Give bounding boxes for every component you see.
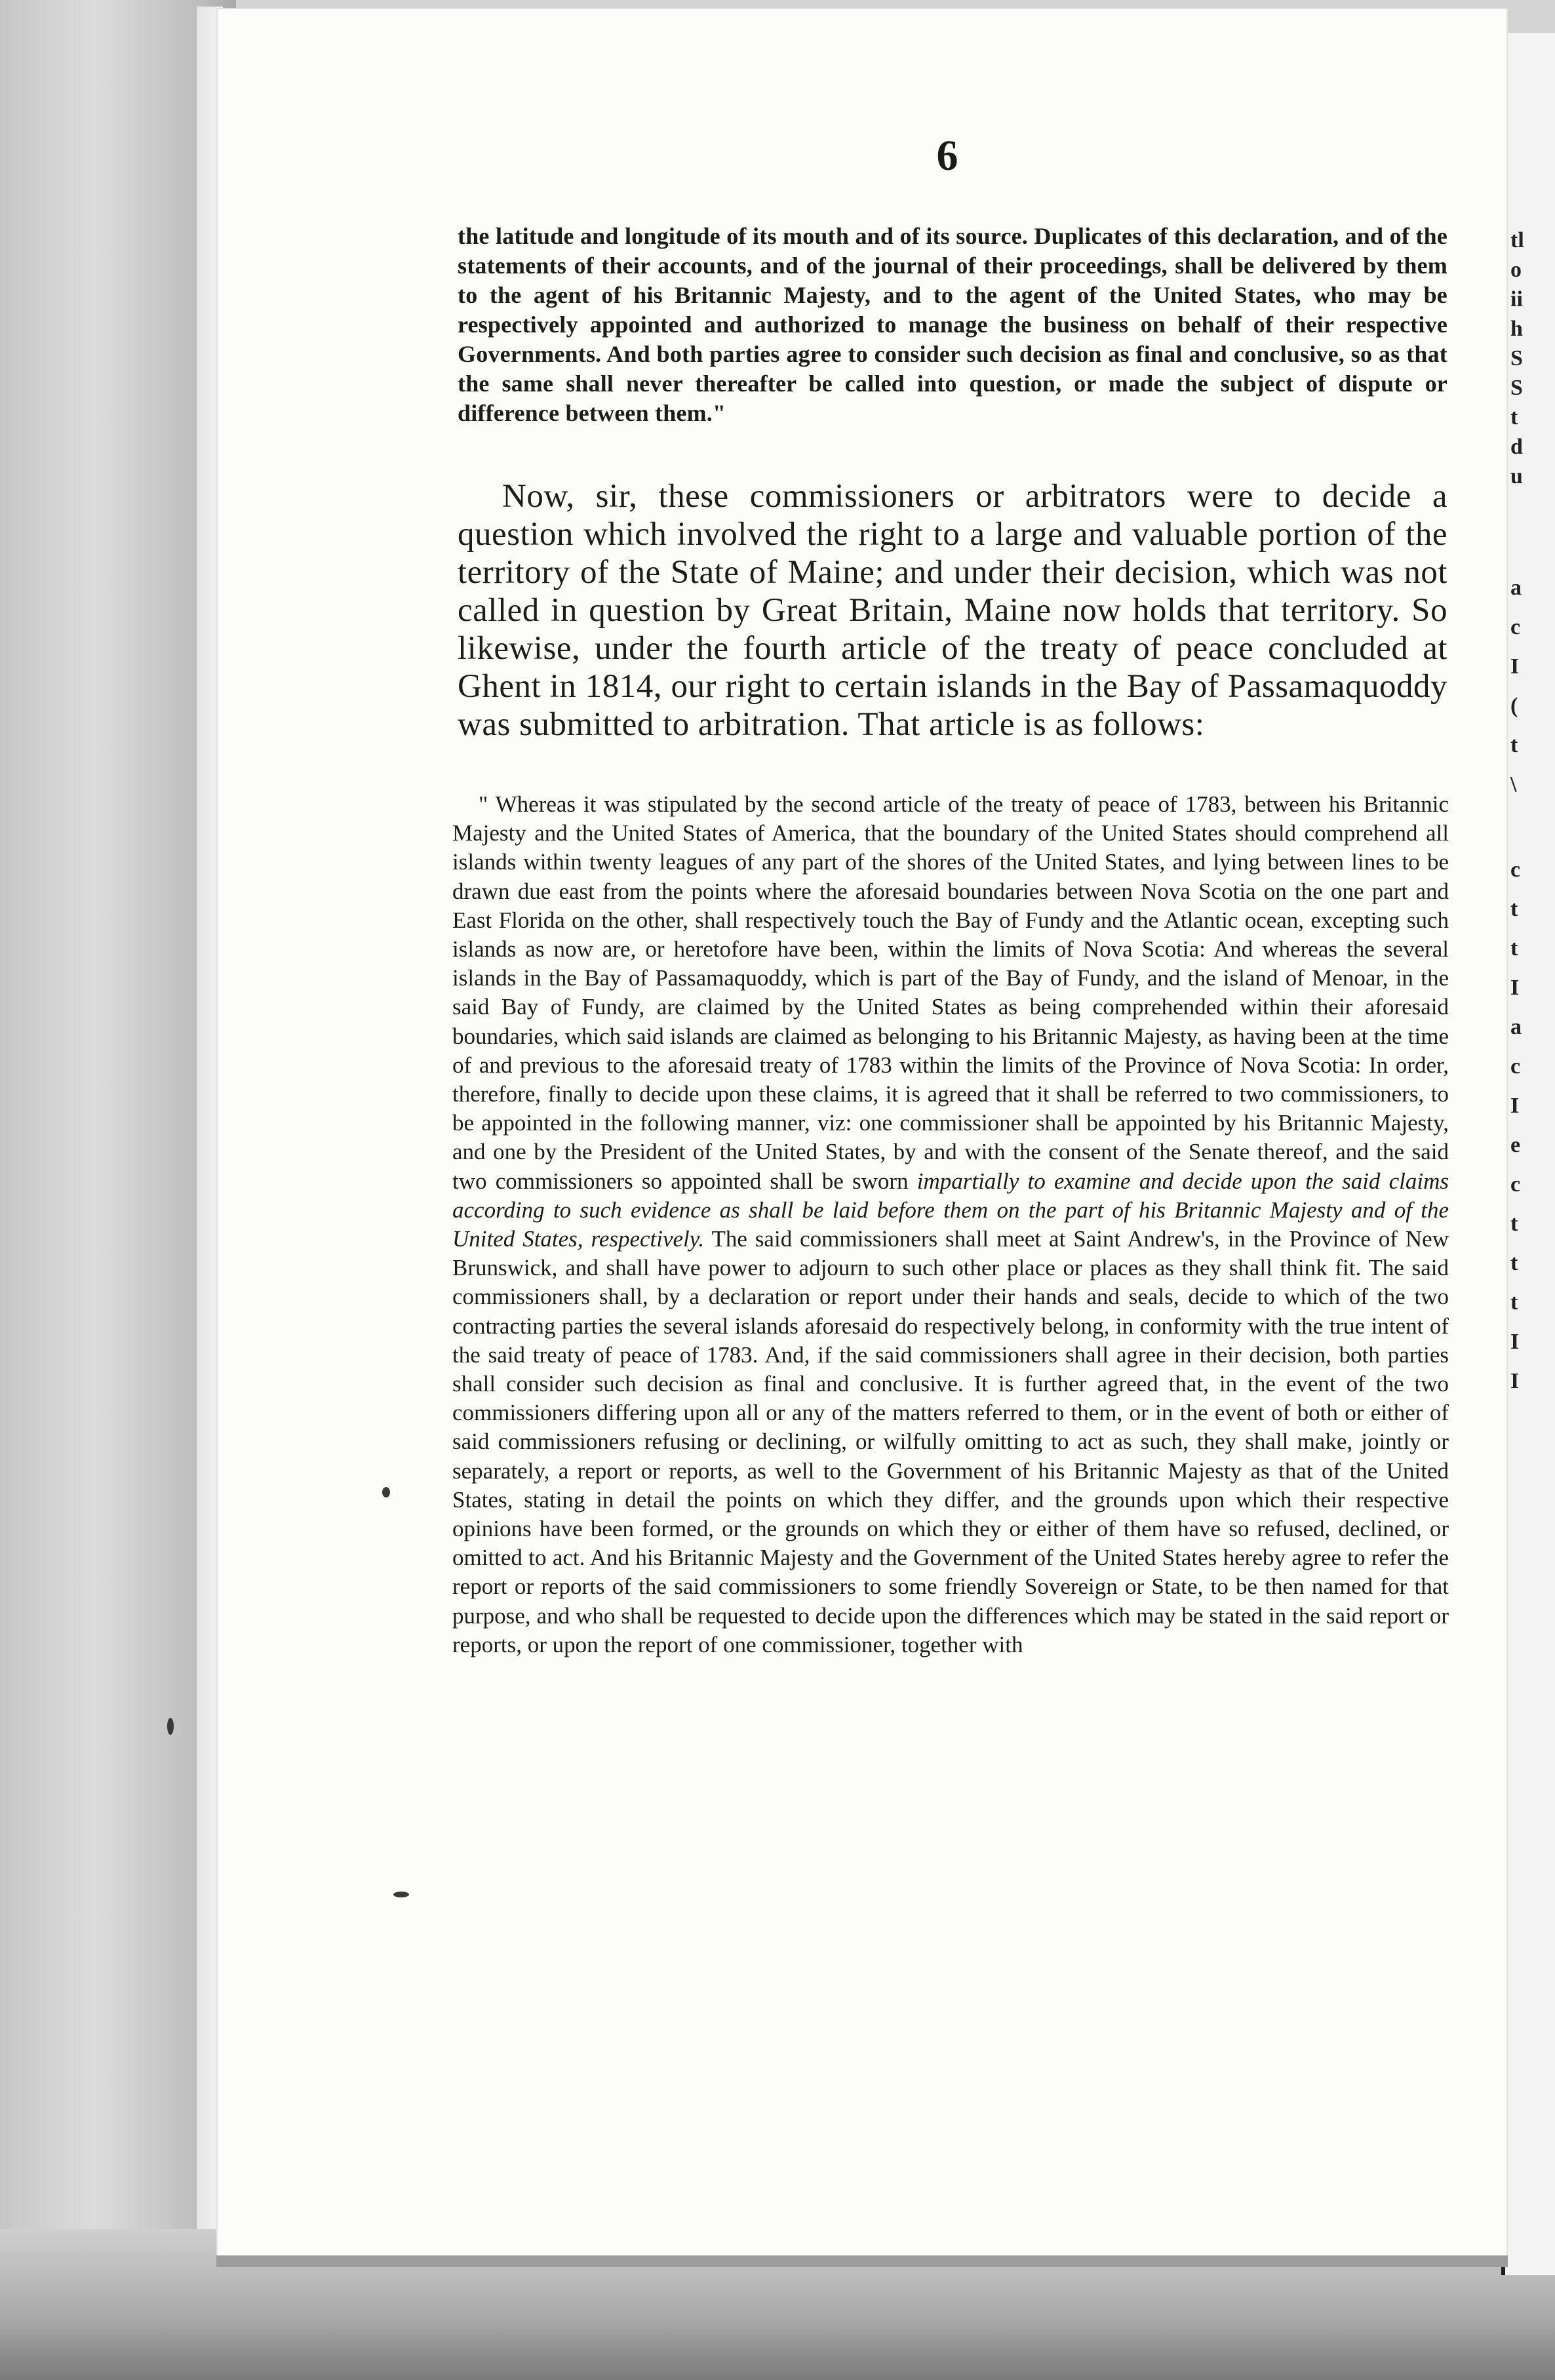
facing-page-edge <box>1501 33 1555 2275</box>
facing-page-fragment: t <box>1510 405 1518 429</box>
facing-page-fragment: e <box>1510 1133 1521 1157</box>
facing-page-fragment: c <box>1510 858 1521 882</box>
facing-page-fragment: c <box>1510 615 1521 639</box>
facing-page-fragment: c <box>1510 1054 1521 1079</box>
facing-page-fragment: c <box>1510 1172 1521 1197</box>
facing-page-fragment: a <box>1510 1015 1522 1039</box>
facing-page-fragment: t <box>1510 733 1518 757</box>
facing-page-fragment: I <box>1510 1330 1520 1354</box>
facing-page-fragment: t <box>1510 936 1518 961</box>
page-bottom-shadow <box>216 2255 1508 2267</box>
speech-paragraph <box>458 477 1447 744</box>
book-left-edge <box>0 0 236 2380</box>
paragraph-3 <box>452 790 1449 1659</box>
paragraph-3-part-a: " Whereas it was stipulated by the second article of the treaty of peace of 1783, between his Britannic Majesty and the United States of America, that the boundary of the United States should comprehend all islands within twenty leagues of any part of the shores of the United States, and lying between lines to be drawn due east from the points where the aforesaid boundaries between Nova Scotia on the one part and East Florida on the other, shall respectively touch the Bay of Fundy and the Atlantic ocean, excepting such islands as now are, or heretofore have been, within the limits of Nova Scotia: And whereas the several islands in the Bay of Passamaquoddy, which is part of the Bay of Fundy, and the island of Menoar, in the said Bay of Fundy, are claimed by the United States as being comprehended within their aforesaid boundaries, which said islands are claimed as belonging to his Britannic Majesty, as having been at the time of and previous to the aforesaid treaty of 1783 within the limits of the Province of Nova Scotia: In order, therefore, finally to decide upon these claims, it is agreed that it shall be referred to two commissioners, to be appointed in the following manner, viz: one commissioner shall be appointed by his Britannic Majesty, and one by the President of the United States, by and with the consent of the Senate thereof, and the said two commissioners so appointed shall be sworn <box>452 791 1449 1194</box>
facing-page-fragment: I <box>1510 1094 1520 1118</box>
facing-page-fragment: t <box>1510 1212 1518 1236</box>
facing-page-fragment: d <box>1510 435 1523 459</box>
facing-page-fragment: ( <box>1510 694 1518 718</box>
facing-page-fragment: S <box>1510 346 1523 370</box>
facing-page-fragment: t <box>1510 897 1518 921</box>
facing-page-fragment: S <box>1510 376 1523 400</box>
facing-page-fragment: a <box>1510 576 1522 600</box>
scan-speck <box>382 1487 390 1497</box>
facing-page-fragment: h <box>1510 317 1523 341</box>
paragraph-3-italic: impartially to examine and decide upon the said claims according to such evidence as shall be laid before them on the part of his Britannic Majesty and of the United States, respectively. <box>452 1168 1449 1252</box>
facing-page-fragment: \ <box>1510 772 1517 797</box>
facing-page-fragment: t <box>1510 1251 1518 1275</box>
paragraph-1: the latitude and longitude of its mouth and of its source. Duplicates of this declaration, and of the statements of their accounts, and of the journal of their proceedings, shall be delivered by them to the agent of his Britannic Majesty, and to the agent of the United States, who may be respectively appointed and authorized to manage the business on behalf of their respective Governments. And both parties agree to consider such decision as final and conclusive, so as that the same shall never thereafter be called into question, or made the subject of dispute or difference between them." <box>458 223 1447 426</box>
facing-page-fragment: tl <box>1510 228 1524 252</box>
facing-page-fragment: ii <box>1510 287 1523 311</box>
scan-speck <box>393 1892 409 1897</box>
treaty-article-quote <box>452 790 1449 1659</box>
facing-page-fragment: t <box>1510 1290 1518 1315</box>
facing-page-fragment: u <box>1510 464 1523 488</box>
facing-page-fragment: o <box>1510 258 1522 282</box>
page-number: 6 <box>936 132 958 180</box>
facing-page-fragment: I <box>1510 1369 1520 1393</box>
scan-speck <box>167 1718 174 1735</box>
paragraph-2: Now, sir, these commissioners or arbitrators were to decide a question which involved the right to a large and valuable portion of the territory of the State of Maine; and under their decision, which was not called in question by Great Britain, Maine now holds that territory. So likewise, under the fourth article of the treaty of peace concluded at Ghent in 1814, our right to certain islands in the Bay of Passamaquoddy was submitted to arbitration. That article is as follows: <box>458 478 1447 743</box>
facing-page-fragment: I <box>1510 654 1520 679</box>
quoted-treaty-continuation <box>458 222 1447 428</box>
facing-page-fragment: I <box>1510 976 1520 1000</box>
paragraph-3-part-b: The said commissioners shall meet at Saint Andrew's, in the Province of New Brunswick, and shall have power to adjourn to such other place or places as they shall think fit. The said commissioners shall, by a declaration or report under their hands and seals, decide to which of the two contracting parties the several islands aforesaid do respectively belong, in conformity with the true intent of the said treaty of peace of 1783. And, if the said commissioners shall agree in their decision, both parties shall consider such decision as final and conclusive. It is further agreed that, in the event of the two commissioners differing upon all or any of the matters referred to them, or in the event of both or either of said commissioners refusing or declining, or wilfully omitting to act as such, they shall make, jointly or separately, a report or reports, as well to the Government of his Britannic Majesty as that of the United States, stating in detail the points on which they differ, and the grounds upon which their respective opinions have been formed, or the grounds on which they or either of them have so refused, declined, or omitted to act. And his Britannic Majesty and the Government of the United States hereby agree to refer the report or reports of the said commissioners to some friendly Sovereign or State, to be then named for that purpose, and who shall be requested to decide upon the differences which may be stated in the said report or reports, or upon the report of one commissioner, together with <box>452 1226 1449 1657</box>
